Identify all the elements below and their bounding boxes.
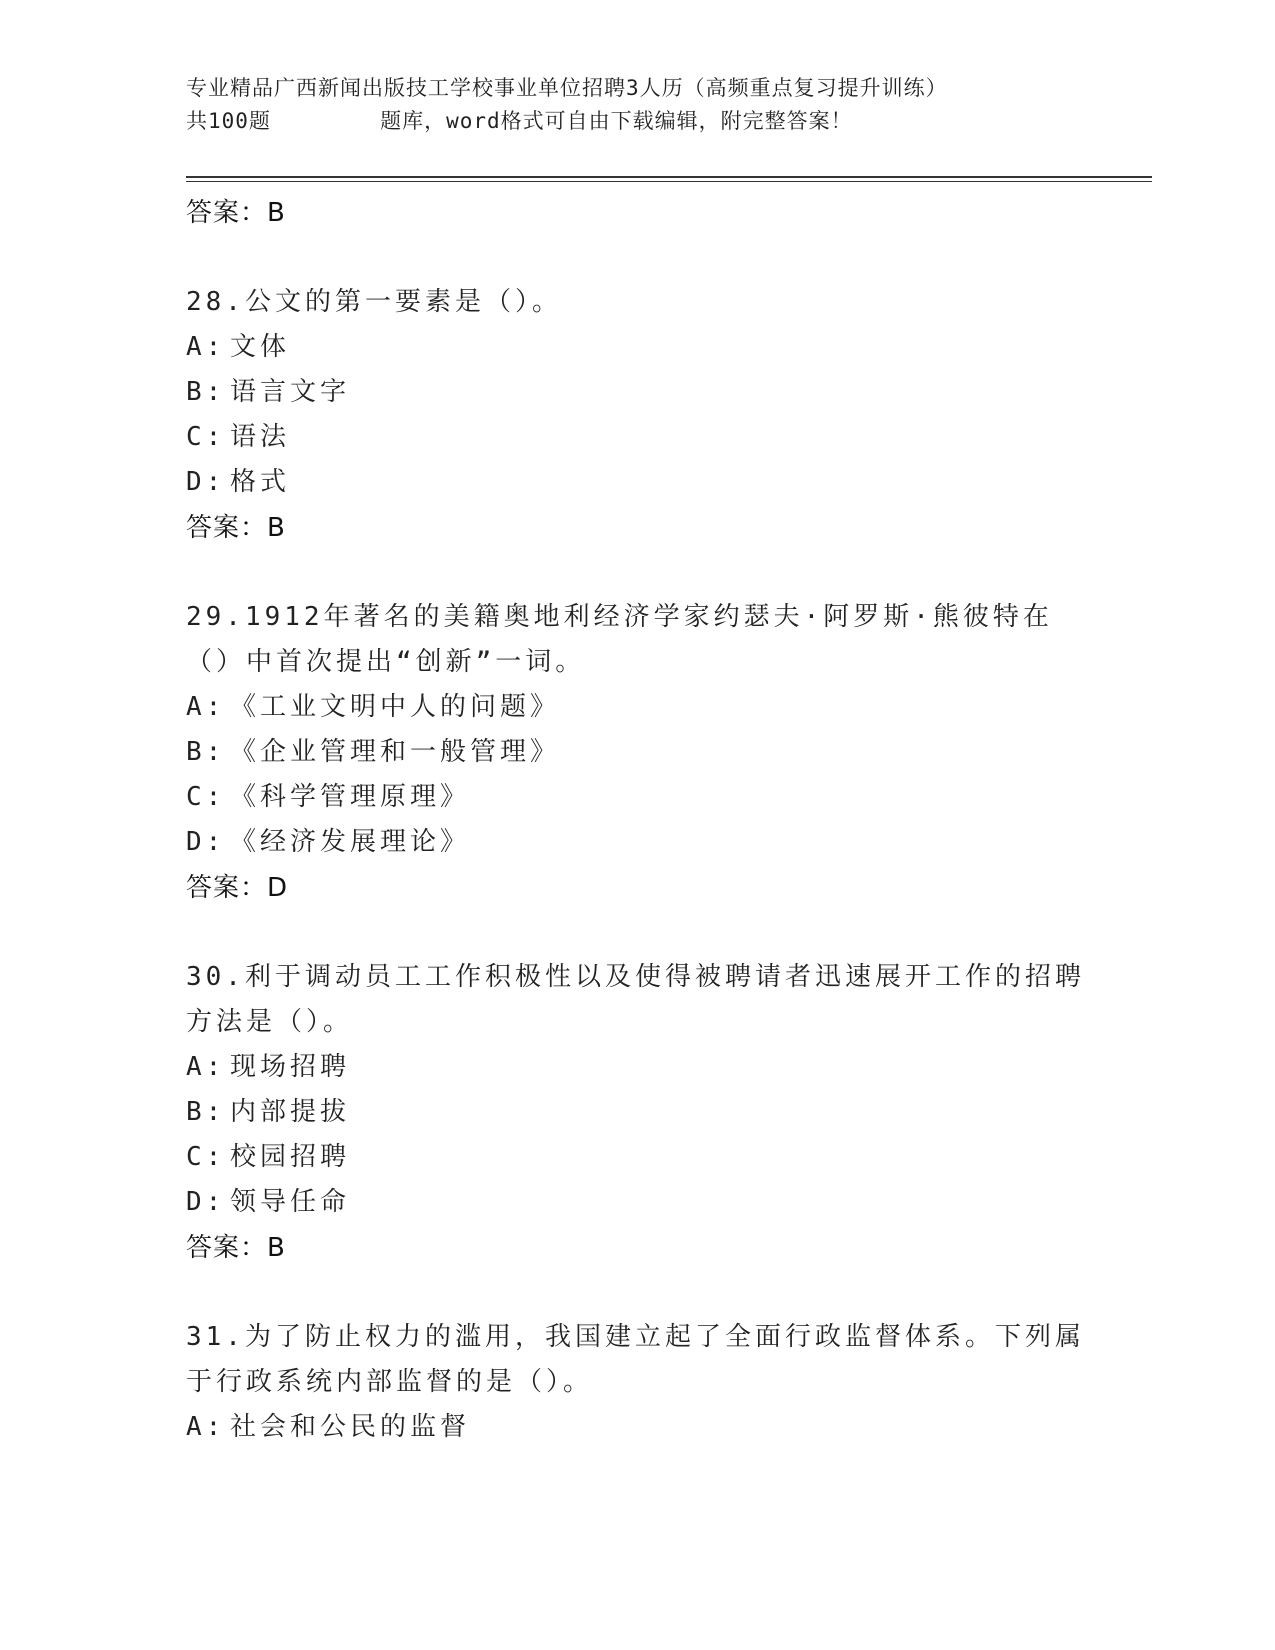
option-c	[186, 415, 1086, 460]
question-stem: 28.公文的第一要素是（）。	[186, 287, 562, 317]
option-text: 文体	[230, 332, 291, 362]
option-text: 校园招聘	[230, 1142, 351, 1172]
question-list	[186, 190, 1086, 1450]
option-letter: A:	[186, 692, 226, 722]
option-c	[186, 1135, 1086, 1180]
document-header	[186, 72, 1086, 138]
option-a	[186, 685, 1086, 730]
option-b	[186, 730, 1086, 775]
option-letter: C:	[186, 422, 226, 452]
answer-line: 答案：B	[186, 1233, 286, 1263]
option-d	[186, 820, 1086, 865]
option-letter: B:	[186, 737, 226, 767]
option-c	[186, 775, 1086, 820]
option-a	[186, 1405, 1086, 1450]
question-stem: 31.为了防止权力的滥用，我国建立起了全面行政监督体系。下列属于行政系统内部监督的是（）。	[186, 1322, 1085, 1397]
option-text: 格式	[230, 467, 291, 497]
option-text: 《科学管理原理》	[230, 782, 471, 812]
option-a	[186, 1045, 1086, 1090]
option-letter: D:	[186, 467, 226, 497]
option-text: 语言文字	[230, 377, 351, 407]
option-letter: B:	[186, 377, 226, 407]
header-divider-thin	[186, 181, 1152, 182]
question-block	[186, 280, 1086, 551]
option-letter: A:	[186, 1052, 226, 1082]
answer-line: 答案：B	[186, 513, 286, 543]
question-block	[186, 955, 1086, 1271]
question-block	[186, 595, 1086, 911]
option-d	[186, 460, 1086, 505]
option-d	[186, 1180, 1086, 1225]
option-a	[186, 325, 1086, 370]
option-letter: A:	[186, 1412, 226, 1442]
option-text: 内部提拔	[230, 1097, 351, 1127]
option-text: 现场招聘	[230, 1052, 351, 1082]
option-text: 语法	[230, 422, 291, 452]
answer-line: 答案：D	[186, 873, 289, 903]
header-divider-thick	[186, 176, 1152, 178]
option-b	[186, 370, 1086, 415]
option-text: 《经济发展理论》	[230, 827, 471, 857]
header-title-line: 专业精品广西新闻出版技工学校事业单位招聘3人历（高频重点复习提升训练）	[186, 76, 948, 100]
option-text: 社会和公民的监督	[230, 1412, 471, 1442]
option-text: 《工业文明中人的问题》	[230, 692, 561, 722]
option-text: 《企业管理和一般管理》	[230, 737, 561, 767]
option-letter: D:	[186, 1187, 226, 1217]
option-letter: B:	[186, 1097, 226, 1127]
header-subtitle-line: 共100题 题库，word格式可自由下载编辑，附完整答案！	[186, 109, 853, 133]
question-block	[186, 1315, 1086, 1450]
option-letter: D:	[186, 827, 226, 857]
option-letter: A:	[186, 332, 226, 362]
option-letter: C:	[186, 782, 226, 812]
option-b	[186, 1090, 1086, 1135]
option-text: 领导任命	[230, 1187, 351, 1217]
answer-line: 答案：B	[186, 198, 286, 228]
question-stem: 30.利于调动员工工作积极性以及使得被聘请者迅速展开工作的招聘方法是（）。	[186, 962, 1085, 1037]
question-stem: 29.1912年著名的美籍奥地利经济学家约瑟夫·阿罗斯·熊彼特在（）中首次提出“创新”一词。	[186, 602, 1053, 677]
option-letter: C:	[186, 1142, 226, 1172]
